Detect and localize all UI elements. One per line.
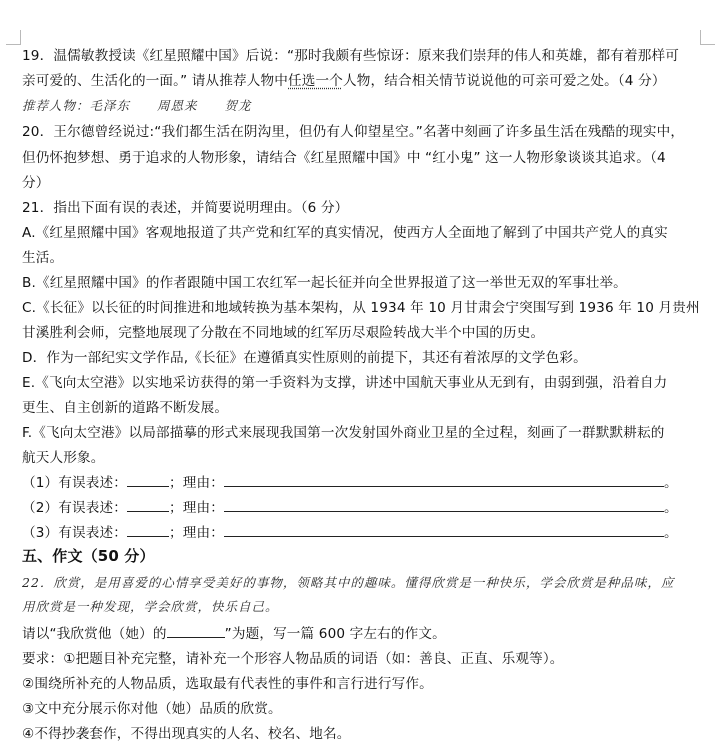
q20-line-2: 但仍怀抱梦想、勇于追求的人物形象，请结合《红星照耀中国》中 “红小鬼” 这一人物形象谈谈其追求。（4 xyxy=(22,150,666,166)
answer-end: 。 xyxy=(664,475,678,491)
q19-line-2-a: 亲可爱的、生活化的一面。” 请从推荐人物中 xyxy=(22,73,288,89)
reason-blank[interactable] xyxy=(224,498,664,512)
margin-mark-left xyxy=(6,30,21,45)
answer-row-3 xyxy=(22,521,692,541)
title-blank[interactable] xyxy=(167,624,225,638)
q21-option-f-2: 航天人形象。 xyxy=(22,450,105,466)
q19-recommend-line xyxy=(22,96,692,114)
answer-label: （1）有误表述： xyxy=(22,475,128,491)
q21-title: 21．指出下面有误的表述，并简要说明理由。（6 分） xyxy=(22,200,349,216)
q19-line-2 xyxy=(22,69,692,89)
q22-line-1: 22．欣赏，是用喜爱的心情享受美好的事物，领略其中的趣味。懂得欣赏是一种快乐，学会欣赏是种品味，应 xyxy=(22,575,675,590)
q19-line-1: 19．温儒敏教授读《红星照耀中国》后说：“那时我颇有些惊讶：原来我们崇拜的伟人和英雄，都有着那样可 xyxy=(22,48,679,64)
reason-blank[interactable] xyxy=(224,523,664,537)
recommend-people: 毛泽东 周恩来 贺龙 xyxy=(89,98,252,113)
q21-option-d: D．作为一部纪实文学作品,《长征》在遵循真实性原则的前提下，其还有着浓厚的文学色彩。 xyxy=(22,350,587,366)
answer-label: （3）有误表述： xyxy=(22,525,128,541)
answer-end: 。 xyxy=(664,525,678,541)
q21-option-e-2: 更生、自主创新的道路不断发展。 xyxy=(22,400,229,416)
essay-prompt xyxy=(22,622,692,642)
reason-label: ；理由： xyxy=(169,525,224,541)
q21-option-a-1: A.《红星照耀中国》客观地报道了共产党和红军的真实情况，使西方人全面地了解到了中国共产党人的真实 xyxy=(22,225,668,241)
section-heading: 五、作文（50 分） xyxy=(22,547,155,565)
q21-option-e-1: E.《飞向太空港》以实地采访获得的第一手资料为支撑，讲述中国航天事业从无到有，由弱到强，沿着自力 xyxy=(22,375,668,391)
essay-prompt-b: ”为题，写一篇 600 字左右的作文。 xyxy=(224,626,446,642)
reason-label: ；理由： xyxy=(169,500,224,516)
q20-line-3: 分） xyxy=(22,175,50,191)
requirement-3: ③文中充分展示你对他（她）品质的欣赏。 xyxy=(22,701,282,717)
answer-label: （2）有误表述： xyxy=(22,500,128,516)
q20-line-1: 20．王尔德曾经说过:“我们都生活在阴沟里，但仍有人仰望星空。”名著中刻画了许多虽生活在残酷的现实中， xyxy=(22,124,685,140)
error-statement-blank[interactable] xyxy=(127,523,169,537)
q21-option-c-1: C.《长征》以长征的时间推进和地域转换为基本架构，从 1934 年 10 月甘肃会宁突围写到 1936 年 10 月贵州 xyxy=(22,300,700,316)
recommend-label: 推荐人物： xyxy=(22,98,90,113)
q21-option-a-2: 生活。 xyxy=(22,250,64,266)
q21-option-b: B.《红星照耀中国》的作者跟随中国工农红军一起长征并向全世界报道了这一举世无双的军事壮举。 xyxy=(22,275,627,291)
answer-row-1 xyxy=(22,471,692,491)
q21-option-f-1: F.《飞向太空港》以局部描摹的形式来展现我国第一次发射国外商业卫星的全过程，刻画了一群默默耕耘的 xyxy=(22,425,665,441)
q19-line-2-b: 人物，结合相关情节说说他的可亲可爱之处。（4 分） xyxy=(342,73,666,89)
answer-end: 。 xyxy=(664,500,678,516)
error-statement-blank[interactable] xyxy=(127,498,169,512)
reason-label: ；理由： xyxy=(169,475,224,491)
requirement-1: 要求：①把题目补充完整，请补充一个形容人物品质的词语（如：善良、正直、乐观等）。 xyxy=(22,651,564,667)
error-statement-blank[interactable] xyxy=(127,473,169,487)
q22-line-2: 用欣赏是一种发现，学会欣赏，快乐自己。 xyxy=(22,599,279,614)
reason-blank[interactable] xyxy=(224,473,664,487)
q19-dotted-emphasis: 任选一个 xyxy=(288,73,343,89)
essay-prompt-a: 请以“我欣赏他（她）的 xyxy=(22,626,167,642)
margin-mark-right xyxy=(700,30,715,45)
requirement-4: ④不得抄袭套作，不得出现真实的人名、校名、地名。 xyxy=(22,726,351,742)
q21-option-c-2: 甘溪胜利会师，完整地展现了分散在不同地域的红军历尽艰险转战大半个中国的历史。 xyxy=(22,325,545,341)
answer-row-2 xyxy=(22,496,692,516)
requirement-2: ②围绕所补充的人物品质，选取最有代表性的事件和言行进行写作。 xyxy=(22,676,433,692)
